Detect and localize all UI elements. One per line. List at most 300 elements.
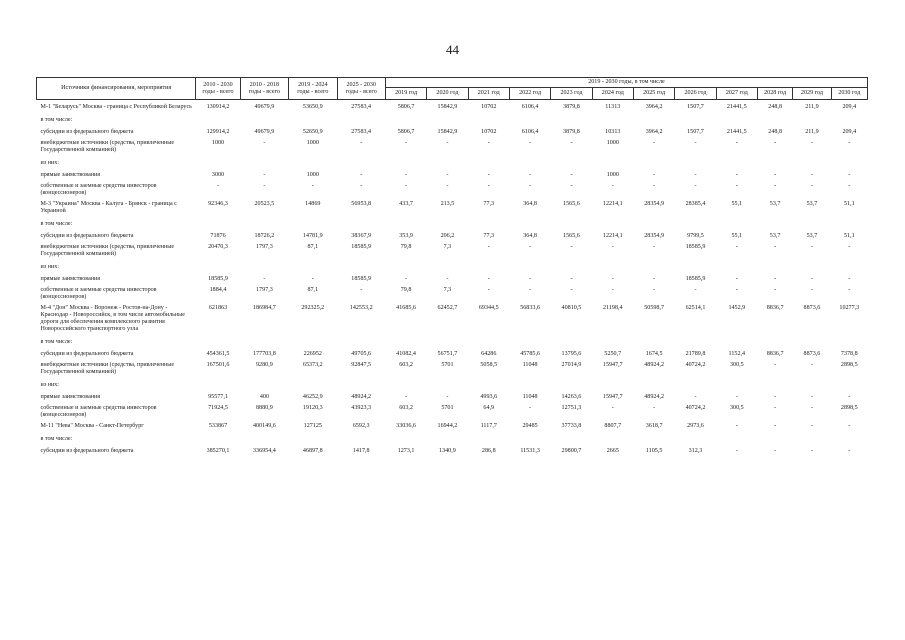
- row-value-cell: -: [735, 448, 738, 454]
- row-value-cell: 18585,9: [351, 244, 372, 250]
- row-value-cell: 40724,2: [685, 405, 706, 411]
- row-value-cell: -: [848, 287, 851, 293]
- row-source-name: М-4 "Дон" Москва - Воронеж - Ростов-на-Дону - Краснодар - Новороссийск, в том числе автомобильные дороги для обеспечения комплексного развития Новороссийского транспортного узла: [40, 305, 185, 332]
- row-value-cell: 49679,9: [254, 129, 275, 135]
- row-value-cell: 1273,1: [397, 448, 415, 454]
- row-value-cell: 248,8: [768, 129, 782, 135]
- row-value-cell: 3879,8: [563, 129, 580, 135]
- row-value-cell: 11531,3: [520, 448, 540, 454]
- row-value-cell: 62514,1: [685, 305, 706, 311]
- row-value-cell: -: [529, 183, 532, 189]
- row-value-cell: -: [611, 276, 614, 282]
- row-value-cell: 1000: [306, 172, 319, 178]
- row-value-cell: -: [529, 140, 532, 146]
- row-value-cell: -: [694, 172, 697, 178]
- row-value-cell: -: [774, 276, 777, 282]
- header-year: 2027 год: [716, 88, 757, 100]
- row-source-name: М-3 "Украина" Москва - Калуга - Брянск - граница с Украиной: [40, 201, 177, 214]
- row-value-cell: 53,7: [769, 201, 781, 207]
- row-value-cell: 10702: [481, 104, 497, 110]
- row-value-cell: 77,3: [483, 201, 495, 207]
- row-value-cell: -: [263, 183, 266, 189]
- row-value-cell: 15947,7: [602, 394, 623, 400]
- row-value-cell: 41082,4: [396, 351, 416, 357]
- row-value-cell: -: [735, 287, 738, 293]
- note-label: из них:: [40, 160, 59, 166]
- row-value-cell: 2898,5: [840, 405, 858, 411]
- row-source-name: субсидии из федерального бюджета: [40, 233, 134, 239]
- row-value-cell: -: [487, 244, 490, 250]
- row-source-name: прямые заимствования: [40, 276, 101, 282]
- note-row: [37, 432, 868, 446]
- row-value-cell: 3964,2: [645, 129, 663, 135]
- row-value-cell: 1884,4: [209, 287, 227, 293]
- row-value-cell: -: [735, 172, 738, 178]
- row-value-cell: 5806,7: [397, 129, 415, 135]
- row-value-cell: 87,1: [307, 287, 319, 293]
- row-value-cell: 292325,2: [301, 305, 325, 311]
- row-value-cell: -: [810, 276, 813, 282]
- row-value-cell: 18585,9: [351, 276, 372, 282]
- table-row: [37, 199, 868, 217]
- row-value-cell: -: [774, 140, 777, 146]
- table-header: [37, 78, 868, 100]
- header-year: 2021 год: [468, 88, 509, 100]
- header-period-years: 2010 - 2030: [203, 81, 233, 88]
- row-value-cell: -: [446, 394, 449, 400]
- row-value-cell: 92346,3: [208, 201, 228, 207]
- row-value-cell: -: [694, 287, 697, 293]
- row-value-cell: 336954,4: [252, 448, 276, 454]
- row-value-cell: -: [446, 276, 449, 282]
- row-value-cell: -: [774, 423, 777, 429]
- row-value-cell: 10702: [481, 129, 497, 135]
- row-value-cell: -: [360, 183, 363, 189]
- row-value-cell: -: [735, 423, 738, 429]
- row-value-cell: 6106,4: [521, 104, 539, 110]
- row-value-cell: 18726,2: [254, 233, 275, 239]
- row-source-name: собственные и заемные средства инвесторов (концессионеров): [40, 183, 157, 196]
- header-year: 2026 год: [675, 88, 716, 100]
- row-value-cell: 92847,5: [351, 362, 372, 368]
- row-value-cell: -: [810, 140, 813, 146]
- row-value-cell: 206,2: [440, 233, 455, 239]
- note-label: в том числе:: [40, 117, 73, 123]
- row-value-cell: 53,7: [806, 233, 818, 239]
- row-value-cell: -: [774, 362, 777, 368]
- row-value-cell: 3964,2: [645, 104, 663, 110]
- row-value-cell: -: [694, 183, 697, 189]
- row-value-cell: 51,1: [843, 201, 855, 207]
- table-row: [37, 446, 868, 457]
- row-value-cell: 300,5: [729, 405, 744, 411]
- note-row: [37, 217, 868, 231]
- row-value-cell: 5058,5: [480, 362, 498, 368]
- row-value-cell: 27583,4: [351, 104, 372, 110]
- row-value-cell: 21441,5: [726, 104, 747, 110]
- note-label: в том числе:: [40, 221, 73, 227]
- row-value-cell: 7,3: [443, 287, 452, 293]
- row-source-name: М-1 "Беларусь" Москва - граница с Республикой Беларусь: [40, 104, 192, 110]
- row-value-cell: -: [810, 244, 813, 250]
- header-period-2019-2024: [289, 78, 337, 100]
- row-value-cell: 1507,7: [687, 129, 704, 135]
- header-source-column: Источники финансирования, мероприятия: [37, 78, 196, 100]
- row-value-cell: 53,7: [806, 201, 818, 207]
- row-value-cell: -: [653, 172, 656, 178]
- row-value-cell: 186984,7: [252, 305, 276, 311]
- table-row: [37, 274, 868, 285]
- row-value-cell: 1797,3: [256, 244, 273, 250]
- row-value-cell: 1105,5: [645, 448, 663, 454]
- page-number: 44: [446, 42, 459, 57]
- row-value-cell: -: [810, 287, 813, 293]
- row-value-cell: 127125: [303, 423, 322, 429]
- header-year: 2019 год: [385, 88, 426, 100]
- row-value-cell: 364,8: [523, 233, 537, 239]
- row-value-cell: 77,3: [483, 233, 495, 239]
- header-period-years: 2010 - 2018: [249, 81, 280, 88]
- row-value-cell: -: [735, 394, 738, 400]
- row-value-cell: 71876: [210, 233, 226, 239]
- row-value-cell: -: [360, 287, 363, 293]
- row-value-cell: 48924,2: [644, 362, 665, 368]
- row-value-cell: 55,1: [731, 201, 743, 207]
- row-value-cell: 6106,4: [521, 129, 539, 135]
- row-source-name: субсидии из федерального бюджета: [40, 351, 134, 357]
- row-value-cell: -: [810, 405, 813, 411]
- row-value-cell: 37733,8: [561, 423, 582, 429]
- row-value-cell: -: [360, 172, 363, 178]
- row-value-cell: -: [810, 183, 813, 189]
- row-value-cell: 71924,5: [208, 405, 228, 411]
- row-value-cell: -: [735, 244, 738, 250]
- header-year: 2024 год: [592, 88, 633, 100]
- row-value-cell: -: [487, 287, 490, 293]
- row-value-cell: 400: [259, 394, 269, 400]
- row-value-cell: 3879,8: [563, 104, 580, 110]
- row-value-cell: 45785,6: [520, 351, 541, 357]
- row-value-cell: 15947,7: [602, 362, 623, 368]
- row-value-cell: -: [529, 405, 532, 411]
- row-value-cell: 1340,9: [439, 448, 456, 454]
- row-value-cell: 2973,6: [687, 423, 704, 429]
- row-value-cell: 1117,7: [480, 423, 497, 429]
- row-value-cell: 4993,6: [480, 394, 498, 400]
- row-value-cell: -: [810, 423, 813, 429]
- row-value-cell: -: [611, 183, 614, 189]
- header-year: 2023 год: [551, 88, 592, 100]
- row-value-cell: -: [446, 172, 449, 178]
- row-value-cell: 211,9: [805, 129, 819, 135]
- row-value-cell: 433,7: [399, 201, 413, 207]
- row-value-cell: -: [529, 244, 532, 250]
- row-value-cell: -: [487, 276, 490, 282]
- row-value-cell: 1507,7: [687, 104, 704, 110]
- table-row: [37, 285, 868, 303]
- row-value-cell: 9799,5: [687, 233, 704, 239]
- row-value-cell: 13795,6: [561, 351, 582, 357]
- row-value-cell: 300,5: [729, 362, 744, 368]
- row-value-cell: 11048: [522, 394, 538, 400]
- row-value-cell: 130914,2: [206, 104, 230, 110]
- row-value-cell: 129914,2: [206, 129, 230, 135]
- row-value-cell: 1565,6: [563, 201, 580, 207]
- table-row: [37, 303, 868, 335]
- row-value-cell: 454361,5: [206, 351, 230, 357]
- row-value-cell: 1674,5: [645, 351, 663, 357]
- row-value-cell: -: [570, 287, 573, 293]
- row-value-cell: 364,8: [523, 201, 537, 207]
- row-value-cell: 46252,9: [302, 394, 323, 400]
- table-row: [37, 170, 868, 181]
- row-value-cell: -: [653, 140, 656, 146]
- table-row: [37, 181, 868, 199]
- row-value-cell: 226952: [303, 351, 322, 357]
- row-value-cell: 28354,9: [644, 201, 665, 207]
- row-value-cell: 18585,9: [685, 276, 706, 282]
- row-value-cell: 38367,9: [351, 233, 372, 239]
- row-source-name: прямые заимствования: [40, 172, 101, 178]
- row-value-cell: 8807,7: [604, 423, 622, 429]
- row-value-cell: 64,9: [483, 405, 495, 411]
- row-value-cell: 95577,1: [208, 394, 228, 400]
- row-value-cell: -: [848, 394, 851, 400]
- row-value-cell: -: [774, 405, 777, 411]
- row-value-cell: -: [311, 183, 314, 189]
- row-value-cell: 621863: [208, 305, 228, 311]
- row-value-cell: -: [570, 183, 573, 189]
- row-value-cell: -: [529, 287, 532, 293]
- row-value-cell: 2898,5: [840, 362, 858, 368]
- row-value-cell: 65373,2: [302, 362, 323, 368]
- row-value-cell: 12751,3: [561, 405, 582, 411]
- row-value-cell: 41685,6: [396, 305, 416, 311]
- row-value-cell: -: [774, 394, 777, 400]
- row-value-cell: 5701: [441, 405, 454, 411]
- table-row: [37, 231, 868, 242]
- row-value-cell: -: [774, 172, 777, 178]
- header-year-group: 2019 - 2030 годы, в том числе: [385, 78, 867, 88]
- row-value-cell: -: [570, 244, 573, 250]
- row-source-name: субсидии из федерального бюджета: [40, 448, 134, 454]
- row-value-cell: 1000: [306, 140, 319, 146]
- header-year: 2025 год: [633, 88, 674, 100]
- row-value-cell: -: [570, 140, 573, 146]
- row-value-cell: -: [611, 244, 614, 250]
- header-year: 2030 год: [831, 88, 867, 100]
- row-value-cell: 8873,6: [803, 351, 821, 357]
- row-value-cell: -: [611, 405, 614, 411]
- row-value-cell: 10313: [605, 129, 621, 135]
- row-value-cell: -: [774, 287, 777, 293]
- row-value-cell: -: [848, 423, 851, 429]
- row-value-cell: 1417,8: [352, 448, 370, 454]
- row-source-name: М-11 "Нева" Москва - Санкт-Петербург: [40, 423, 144, 429]
- row-value-cell: -: [810, 448, 813, 454]
- row-value-cell: -: [529, 172, 532, 178]
- row-value-cell: 52650,9: [302, 129, 323, 135]
- header-period-sub: годы - всего: [202, 88, 234, 95]
- row-value-cell: 29800,7: [561, 448, 582, 454]
- row-value-cell: 40810,5: [561, 305, 582, 311]
- row-value-cell: -: [529, 276, 532, 282]
- table-row: [37, 392, 868, 403]
- financing-table: [36, 77, 868, 457]
- row-value-cell: 49705,6: [351, 351, 372, 357]
- table-row: [37, 349, 868, 360]
- row-value-cell: 79,8: [400, 287, 412, 293]
- row-value-cell: 400149,6: [252, 423, 276, 429]
- row-value-cell: -: [263, 276, 266, 282]
- header-period-2010-2030: [196, 78, 240, 100]
- row-value-cell: 15842,9: [437, 104, 458, 110]
- row-value-cell: -: [774, 183, 777, 189]
- row-value-cell: -: [810, 172, 813, 178]
- row-value-cell: -: [735, 183, 738, 189]
- row-value-cell: -: [446, 140, 449, 146]
- row-value-cell: 167501,6: [206, 362, 230, 368]
- row-value-cell: 62452,7: [437, 305, 458, 311]
- row-value-cell: 312,3: [688, 448, 703, 454]
- row-value-cell: 209,4: [842, 129, 857, 135]
- row-value-cell: -: [774, 244, 777, 250]
- row-value-cell: 29485: [522, 423, 538, 429]
- row-value-cell: -: [405, 183, 408, 189]
- row-value-cell: 11313: [605, 104, 621, 110]
- row-value-cell: 55,1: [731, 233, 743, 239]
- row-value-cell: 18585,9: [208, 276, 228, 282]
- row-value-cell: 19120,3: [302, 405, 323, 411]
- row-value-cell: -: [694, 394, 697, 400]
- row-value-cell: -: [810, 394, 813, 400]
- row-value-cell: 20470,3: [208, 244, 228, 250]
- row-value-cell: -: [405, 394, 408, 400]
- row-value-cell: 11048: [522, 362, 538, 368]
- row-value-cell: 1000: [606, 172, 619, 178]
- row-source-name: внебюджетные источники (средства, привлеченные Государственной компанией): [40, 140, 175, 153]
- row-value-cell: 177703,8: [252, 351, 276, 357]
- row-value-cell: 10277,3: [839, 305, 860, 311]
- note-label: в том числе:: [40, 436, 73, 442]
- row-value-cell: 7378,8: [840, 351, 858, 357]
- row-value-cell: 48924,2: [644, 394, 665, 400]
- row-value-cell: -: [487, 172, 490, 178]
- row-value-cell: 33036,6: [396, 423, 416, 429]
- row-value-cell: -: [848, 276, 851, 282]
- row-value-cell: -: [216, 183, 220, 189]
- row-value-cell: -: [263, 140, 266, 146]
- header-year: 2028 год: [758, 88, 793, 100]
- note-label: из них:: [40, 382, 59, 388]
- row-value-cell: 53650,9: [302, 104, 323, 110]
- row-value-cell: -: [848, 183, 851, 189]
- table-body: [37, 100, 868, 458]
- row-value-cell: 385270,1: [206, 448, 230, 454]
- row-value-cell: -: [263, 172, 266, 178]
- row-value-cell: -: [405, 140, 408, 146]
- header-period-years: 2019 - 2024: [298, 81, 328, 88]
- row-value-cell: 49679,9: [254, 104, 275, 110]
- row-value-cell: 53,7: [769, 233, 781, 239]
- header-period-2025-2030: [337, 78, 385, 100]
- table-row: [37, 127, 868, 138]
- table-row: [37, 403, 868, 421]
- row-value-cell: 64286: [481, 351, 497, 357]
- row-value-cell: 209,4: [842, 104, 857, 110]
- row-source-name: внебюджетные источники (средства, привлеченные Государственной компанией): [40, 362, 175, 375]
- row-value-cell: 5250,7: [604, 351, 622, 357]
- table-row: [37, 138, 868, 156]
- row-value-cell: -: [653, 405, 656, 411]
- row-value-cell: 14263,6: [561, 394, 582, 400]
- row-value-cell: 353,9: [399, 233, 413, 239]
- row-value-cell: 1565,6: [563, 233, 580, 239]
- row-value-cell: 1000: [606, 140, 619, 146]
- header-period-years: 2025 - 2030: [346, 81, 376, 88]
- row-value-cell: 5806,7: [397, 104, 415, 110]
- row-value-cell: -: [848, 140, 851, 146]
- header-year: 2020 год: [427, 88, 468, 100]
- note-row: [37, 113, 868, 127]
- row-value-cell: 21441,5: [726, 129, 747, 135]
- note-row: [37, 335, 868, 349]
- row-value-cell: -: [405, 276, 408, 282]
- row-value-cell: 50598,7: [644, 305, 665, 311]
- row-value-cell: -: [611, 287, 614, 293]
- row-value-cell: 79,8: [400, 244, 412, 250]
- row-value-cell: 3000: [211, 172, 225, 178]
- table-row: [37, 102, 868, 113]
- note-row: [37, 378, 868, 392]
- row-value-cell: 21198,4: [603, 305, 623, 311]
- header-period-2010-2018: [240, 78, 288, 100]
- row-value-cell: 5701: [441, 362, 454, 368]
- row-value-cell: 8873,6: [803, 305, 821, 311]
- row-value-cell: 27583,4: [351, 129, 372, 135]
- row-value-cell: 9280,9: [256, 362, 273, 368]
- row-value-cell: -: [487, 140, 490, 146]
- row-value-cell: 69344,5: [478, 305, 499, 311]
- row-value-cell: -: [694, 140, 697, 146]
- row-value-cell: -: [487, 183, 490, 189]
- row-value-cell: 3618,7: [645, 423, 663, 429]
- row-value-cell: 8836,7: [766, 351, 784, 357]
- row-value-cell: 7,3: [443, 244, 452, 250]
- header-year: 2029 год: [793, 88, 831, 100]
- row-value-cell: 28354,9: [644, 233, 665, 239]
- row-value-cell: 12214,1: [602, 233, 623, 239]
- row-value-cell: 48924,2: [351, 394, 372, 400]
- row-value-cell: 1000: [211, 140, 225, 146]
- row-value-cell: 46897,8: [302, 448, 323, 454]
- row-value-cell: 56953,8: [351, 201, 372, 207]
- row-value-cell: 15842,9: [437, 129, 458, 135]
- row-value-cell: 40724,2: [685, 362, 706, 368]
- row-value-cell: 21789,8: [685, 351, 706, 357]
- row-source-name: собственные и заемные средства инвесторов (концессионеров): [40, 287, 157, 300]
- header-period-sub: годы - всего: [345, 88, 377, 95]
- row-value-cell: 56751,7: [437, 351, 458, 357]
- row-value-cell: 533867: [208, 423, 228, 429]
- row-value-cell: 16944,2: [437, 423, 458, 429]
- row-value-cell: -: [405, 172, 408, 178]
- row-source-name: собственные и заемные средства инвесторов (концессионеров): [40, 405, 157, 418]
- row-value-cell: 12214,1: [602, 201, 623, 207]
- table-row: [37, 421, 868, 432]
- row-value-cell: 286,8: [481, 448, 496, 454]
- row-value-cell: -: [653, 244, 656, 250]
